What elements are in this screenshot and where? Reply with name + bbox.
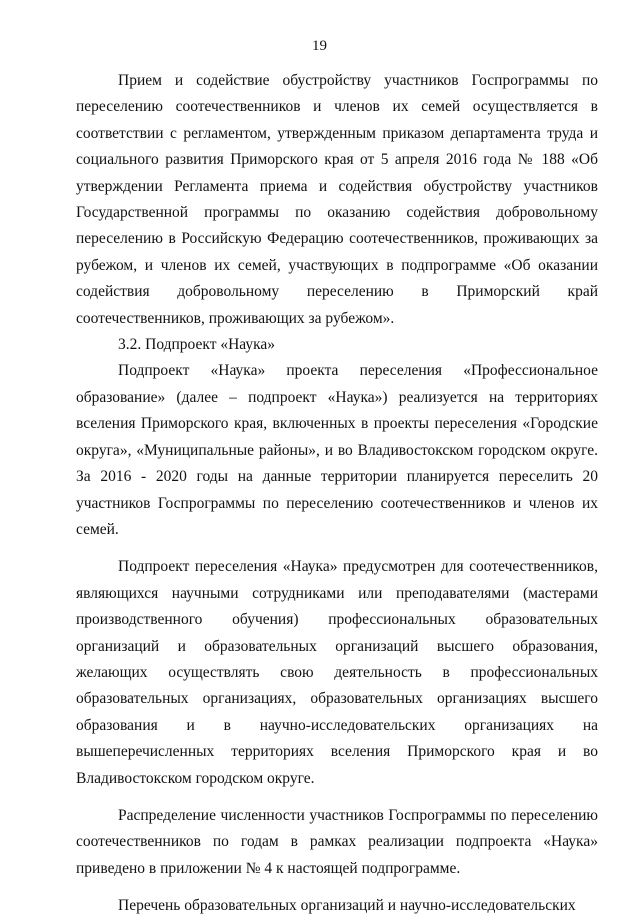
page-number: 19 [312, 38, 327, 54]
paragraph-organization-list: Перечень образовательных организаций и научно-исследовательских [118, 897, 576, 915]
paragraph-science-subproject: Подпроект «Наука» проекта переселения «Профессиональное образование» (далее – подпроект «Наука») реализуется на территориях вселения Приморского края, включенных в проекты переселения «Городские округа», «Муниципальные районы», и во Владивостокском городском округе. За 2016 - 2020 годы на данные территории планируется переселить 20 участников Госпрограммы по переселению соотечественников и членов их семей. [76, 362, 598, 538]
paragraph-science-target-group: Подпроект переселения «Наука» предусмотрен для соотечественников, являющихся научными сотрудниками или преподавателями (мастерами производственного обучения) профессиональных образовательных организаций и образовательных организаций высшего образования, желающих осуществлять свою деятельность в профессиональных образовательных организациях, образовательных организациях высшего образования и в научно-исследовательских организациях на вышеперечисленных территориях вселения Приморского края и во Владивостокском городском округе. [76, 558, 598, 787]
paragraph-participant-distribution: Распределение численности участников Госпрограммы по переселению соотечественников по годам в рамках реализации подпроекта «Наука» приведено в приложении № 4 к настоящей подпрограмме. [76, 806, 598, 877]
paragraph-reception-regulation: Прием и содействие обустройству участников Госпрограммы по переселению соотечественников и членов их семей осуществляется в соответствии с регламентом, утвержденным приказом департамента труда и социального развития Приморского края от 5 апреля 2016 года № 188 «Об утверждении Регламента приема и содействия обустройству участников Государственной программы по оказанию содействия добровольному переселению в Российскую Федерацию соотечественников, проживающих за рубежом, и членов их семей, участвующих в подпрограмме «Об оказании содействия добровольному переселению в Приморский край соотечественников, проживающих за рубежом». [76, 72, 598, 327]
document-body [76, 68, 598, 920]
section-heading-science: 3.2. Подпроект «Наука» [118, 336, 276, 354]
